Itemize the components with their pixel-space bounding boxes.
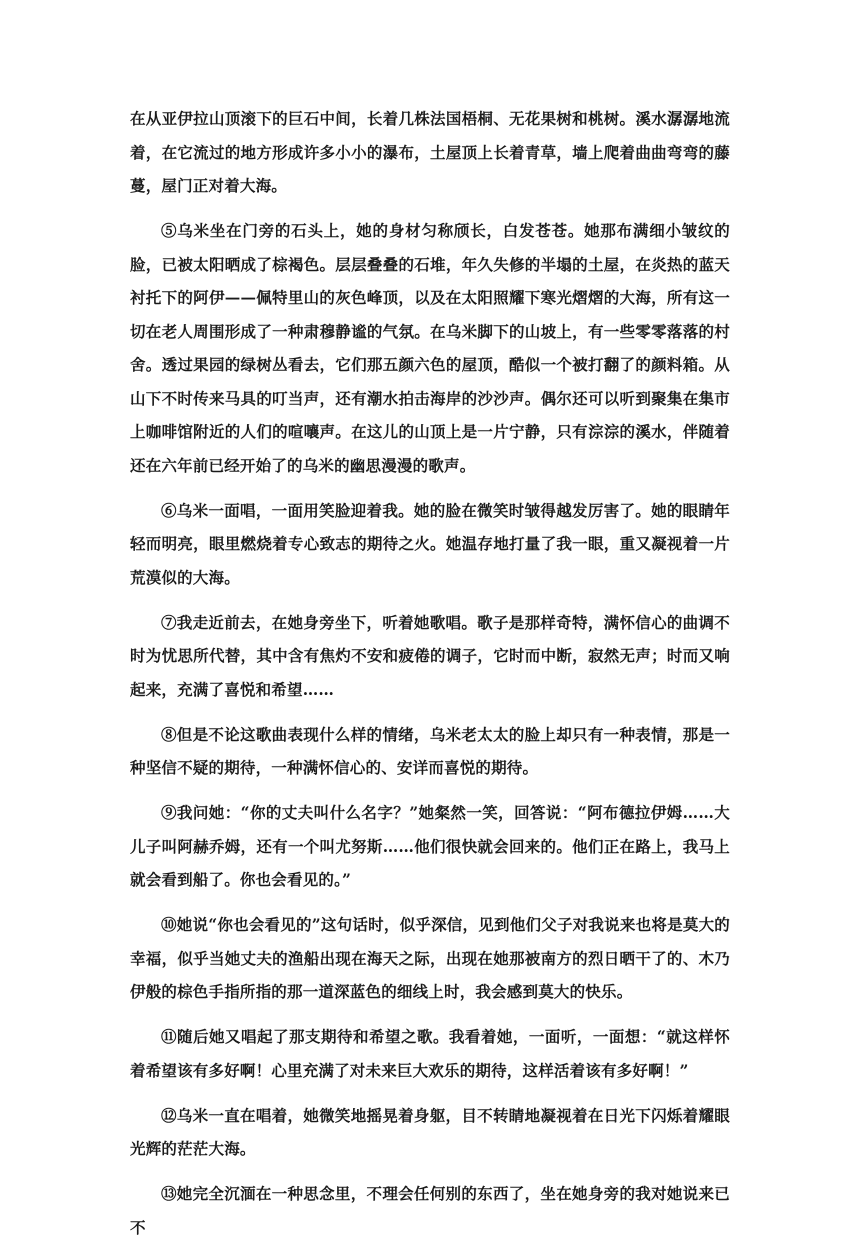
paragraph-continued: 在从亚伊拉山顶滚下的巨石中间，长着几株法国梧桐、无花果树和桃树。溪水潺潺地流着，在它流过的地方形成许多小小的瀑布，土屋顶上长着青草，墙上爬着曲曲弯弯的藤蔓，屋门正对着大海。 [130, 109, 730, 195]
paragraph-10: ⑩她说“你也会看见的”这句话时，似乎深信，见到他们父子对我说来也将是莫大的幸福，似乎当她丈夫的渔船出现在海天之际，出现在她那被南方的烈日晒干了的、木乃伊般的棕色手指所指的那一道深蓝色的细线上时，我会感到莫大的快乐。 [130, 915, 730, 1001]
paragraph-6: ⑥乌米一面唱，一面用笑脸迎着我。她的脸在微笑时皱得越发厉害了。她的眼睛年轻而明亮，眼里燃烧着专心致志的期待之火。她温存地打量了我一眼，重又凝视着一片荒漠似的大海。 [130, 500, 730, 587]
paragraph-8: ⑧但是不论这歌曲表现什么样的情绪，乌米老太太的脸上却只有一种表情，那是一种坚信不疑的期待，一种满怀信心的、安详而喜悦的期待。 [130, 724, 730, 777]
paragraph-13: ⑬她完全沉湎在一种思念里，不理会任何别的东西了，坐在她身旁的我对她说来已不 [130, 1184, 730, 1237]
paragraph-5: ⑤乌米坐在门旁的石头上，她的身材匀称颀长，白发苍苍。她那布满细小皱纹的脸，已被太阳晒成了棕褐色。层层叠叠的石堆，年久失修的半塌的土屋，在炎热的蓝天衬托下的阿伊——佩特里山的灰色峰顶，以及在太阳照耀下寒光熠熠的大海，所有这一切在老人周围形成了一种肃穆静谧的气氛。在乌米脚下的山坡上，有一些零零落落的村舍。透过果园的绿树丛看去，它们那五颜六色的屋顶，酷似一个被打翻了的颜料箱。从山下不时传来马具的叮当声，还有潮水拍击海岸的沙沙声。偶尔还可以听到聚集在集市上咖啡馆附近的人们的喧嚷声。在这儿的山顶上是一片宁静，只有淙淙的溪水，伴随着还在六年前已经开始了的乌米的幽思漫漫的歌声。 [130, 221, 730, 475]
paragraph-11: ⑪随后她又唱起了那支期待和希望之歌。我看着她，一面听，一面想：“就这样怀着希望该有多好啊！心里充满了对未来巨大欢乐的期待，这样活着该有多好啊！” [130, 1027, 730, 1080]
paragraph-12: ⑫乌米一直在唱着，她微笑地摇晃着身躯，目不转睛地凝视着在日光下闪烁着耀眼光辉的茫茫大海。 [130, 1105, 730, 1158]
document-page [130, 102, 730, 1256]
paragraph-7: ⑦我走近前去，在她身旁坐下，听着她歌唱。歌子是那样奇特，满怀信心的曲调不时为忧思所代替，其中含有焦灼不安和疲倦的调子，它时而中断，寂然无声；时而又响起来，充满了喜悦和希望…… [130, 612, 730, 699]
paragraph-9: ⑨我问她：“你的丈夫叫什么名字？”她粲然一笑，回答说：“阿布德拉伊姆……大儿子叫阿赫乔姆，还有一个叫尤努斯……他们很快就会回来的。他们正在路上，我马上就会看到船了。你也会看见的。” [130, 803, 730, 889]
